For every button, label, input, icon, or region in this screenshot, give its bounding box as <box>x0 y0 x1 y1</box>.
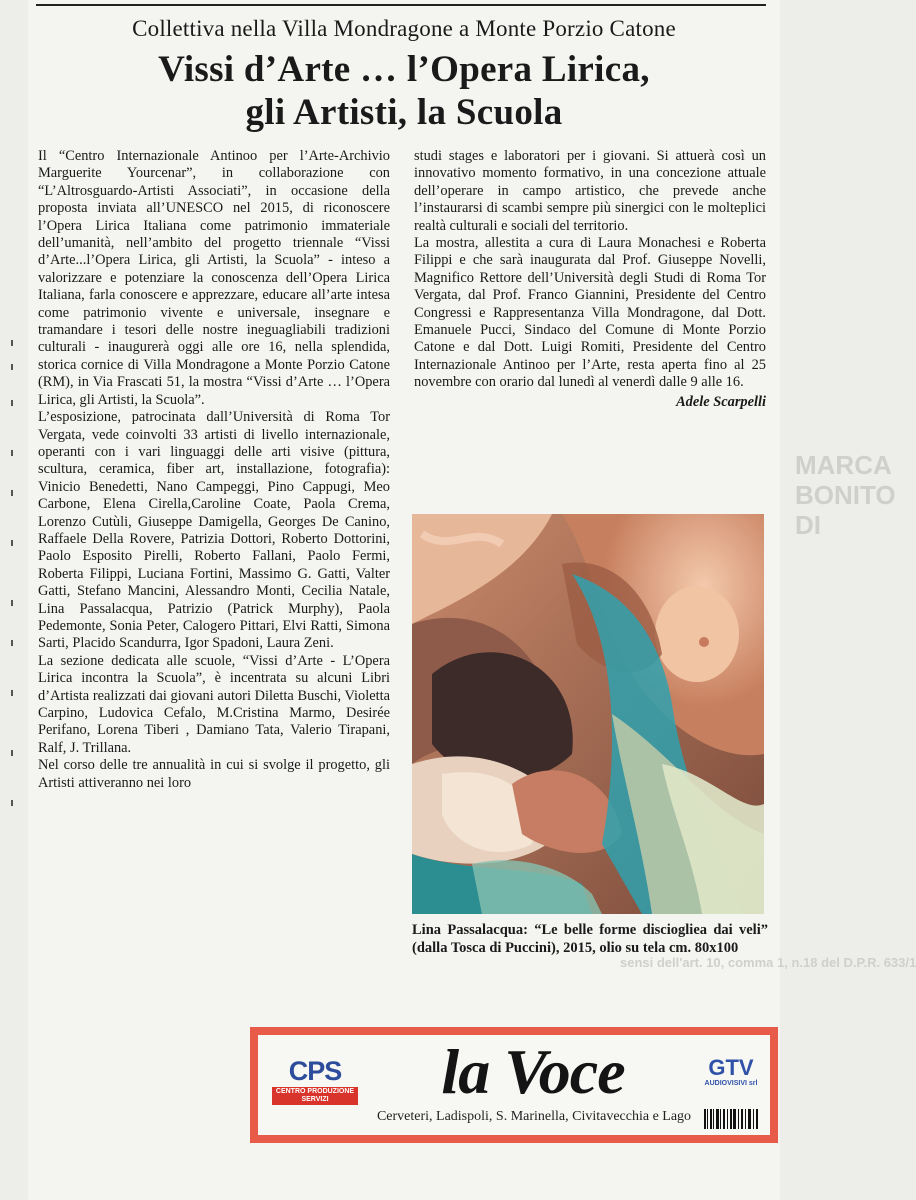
barcode-icon <box>704 1109 760 1129</box>
gtv-logo-subtext: AUDIOVISIVI srl <box>704 1080 758 1087</box>
paragraph: Il “Centro Internazionale Antinoo per l’Arte-Archivio Marguerite Yourcenar”, in collaborazione con “L’Altrosguardo-Artisti Associati”, in occasione della proposta inviata all’UNESCO nel 2015, di riconoscere l’Opera Lirica Italiana come patrimonio immateriale dell’umanità, nell’ambito del progetto triennale “Vissi d’Arte...l’Opera Lirica, gli Artisti, la Scuola” - inteso a valorizzare e potenziare la conoscenza dell’Opera Lirica Italiana, farla conoscere e apprezzare, educare all’arte intesa come patrimonio vivente e universale, insegnare e tramandare i tesori delle nostre ineguagliabili tradizioni culturali - inaugurerà oggi alle ore 16, nella splendida, storica cornice di Villa Mondragone a Monte Porzio Catone (RM), in Via Frascati 51, la mostra “Vissi d’Arte … l’Opera Lirica, gli Artisti, la Scuola”. <box>38 148 390 408</box>
cps-logo-subtext: CENTRO PRODUZIONE SERVIZI <box>272 1087 358 1105</box>
binding-marks <box>8 340 16 840</box>
paragraph: L’esposizione, patrocinata dall’Università di Roma Tor Vergata, vede coinvolti 33 artisti di livello internazionale, operanti con i vari linguaggi delle arti visive (pittura, scultura, ceramica, fiber art, installazione, fotografia): Vinicio Benedetti, Nano Campeggi, Pino Cappugi, Meo Carbone, Elena Cirella,Caroline Coate, Paola Crema, Lorenzo Cutùli, Giuseppe Damigella, Georges De Canino, Raffaele Della Rovere, Patrizia Dottori, Roberto Dottorini, Paolo Esposito Pirelli, Roberto Fallani, Paolo Fermi, Roberta Filippi, Luciana Fortini, Massimo G. Gatti, Valter Gatti, Stefano Mancini, Alessandro Monti, Cecilia Natale, Lina Passalacqua, Patrizio (Patrick Murphy), Paola Pedemonte, Sonia Peter, Calogero Pittari, Elvi Ratti, Simona Sarti, Placido Scandurra, Igor Spadoni, Laura Zeni. <box>38 409 390 652</box>
article-headline <box>28 48 780 134</box>
lavoce-banner <box>250 1027 778 1143</box>
cps-logo <box>272 1057 358 1105</box>
paragraph: La sezione dedicata alle scuole, “Vissi d’Arte - L’Opera Lirica incontra la Scuola”, è incentrata su alcuni Libri d’Artista realizzati dai giovani autori Diletta Buschi, Violetta Carpino, Ludovica Cefalo, M.Cristina Marmo, Desirée Perifano, Lorena Tiberi , Damiano Tata, Valerio Tirapani, Ralf, J. Trillana. <box>38 652 390 756</box>
article-kicker: Collettiva nella Villa Mondragone a Monte Porzio Catone <box>132 16 676 41</box>
article-column-left <box>38 148 390 792</box>
author-signature: Adele Scarpelli <box>676 393 766 410</box>
cps-logo-text: CPS <box>288 1056 342 1086</box>
lavoce-title: la Voce <box>441 1036 625 1107</box>
headline-line-2: gli Artisti, la Scuola <box>245 92 563 133</box>
image-caption: Lina Passalacqua: “Le belle forme disciogliea dai veli” (dalla Tosca di Puccini), 2015, olio su tela cm. 80x100 <box>412 922 768 956</box>
lavoce-subtitle: Cerveteri, Ladispoli, S. Marinella, Civitavecchia e Lago <box>376 1109 692 1124</box>
painting-image <box>412 514 764 914</box>
gtv-logo <box>696 1057 766 1088</box>
bleed-through-line: sensi dell'art. 10, comma 1, n.18 del D.P.R. 633/1 <box>620 955 916 970</box>
top-rule <box>36 0 766 6</box>
paragraph: Nel corso delle tre annualità in cui si svolge il progetto, gli Artisti attiveranno nei loro <box>38 757 390 791</box>
paragraph: studi stages e laboratori per i giovani. Si attuerà così un innovativo momento formativo, in una concezione attuale dell’operare in campo artistico, che prevede anche l’instaurarsi di scambi sempre più sinergici con le molteplici realtà culturali e sociali del territorio. <box>414 148 766 234</box>
banner-inner <box>258 1035 770 1135</box>
gtv-logo-text: GTV <box>708 1055 754 1080</box>
paragraph: La mostra, allestita a cura di Laura Monachesi e Roberta Filippi e che sarà inaugurata dal Prof. Giuseppe Novelli, Magnifico Rettore dell’Università degli Studi di Roma Tor Vergata, dal Prof. Franco Giannini, Presidente del Centro Congressi e Rappresentanza Villa Mondragone, dal Dott. Emanuele Pucci, Sindaco del Comune di Monte Porzio Catone e dal Dott. Luigi Romiti, Presidente del Centro Internazionale Antinoo per l’Arte, resta aperta fino al 25 novembre con orario dal lunedì al venerdì dalle 9 alle 16. <box>414 235 766 391</box>
headline-line-1: Vissi d’Arte … l’Opera Lirica, <box>158 49 650 90</box>
bleed-through-text: MARCA BONITO DI <box>795 450 896 540</box>
article-column-right <box>414 148 766 411</box>
